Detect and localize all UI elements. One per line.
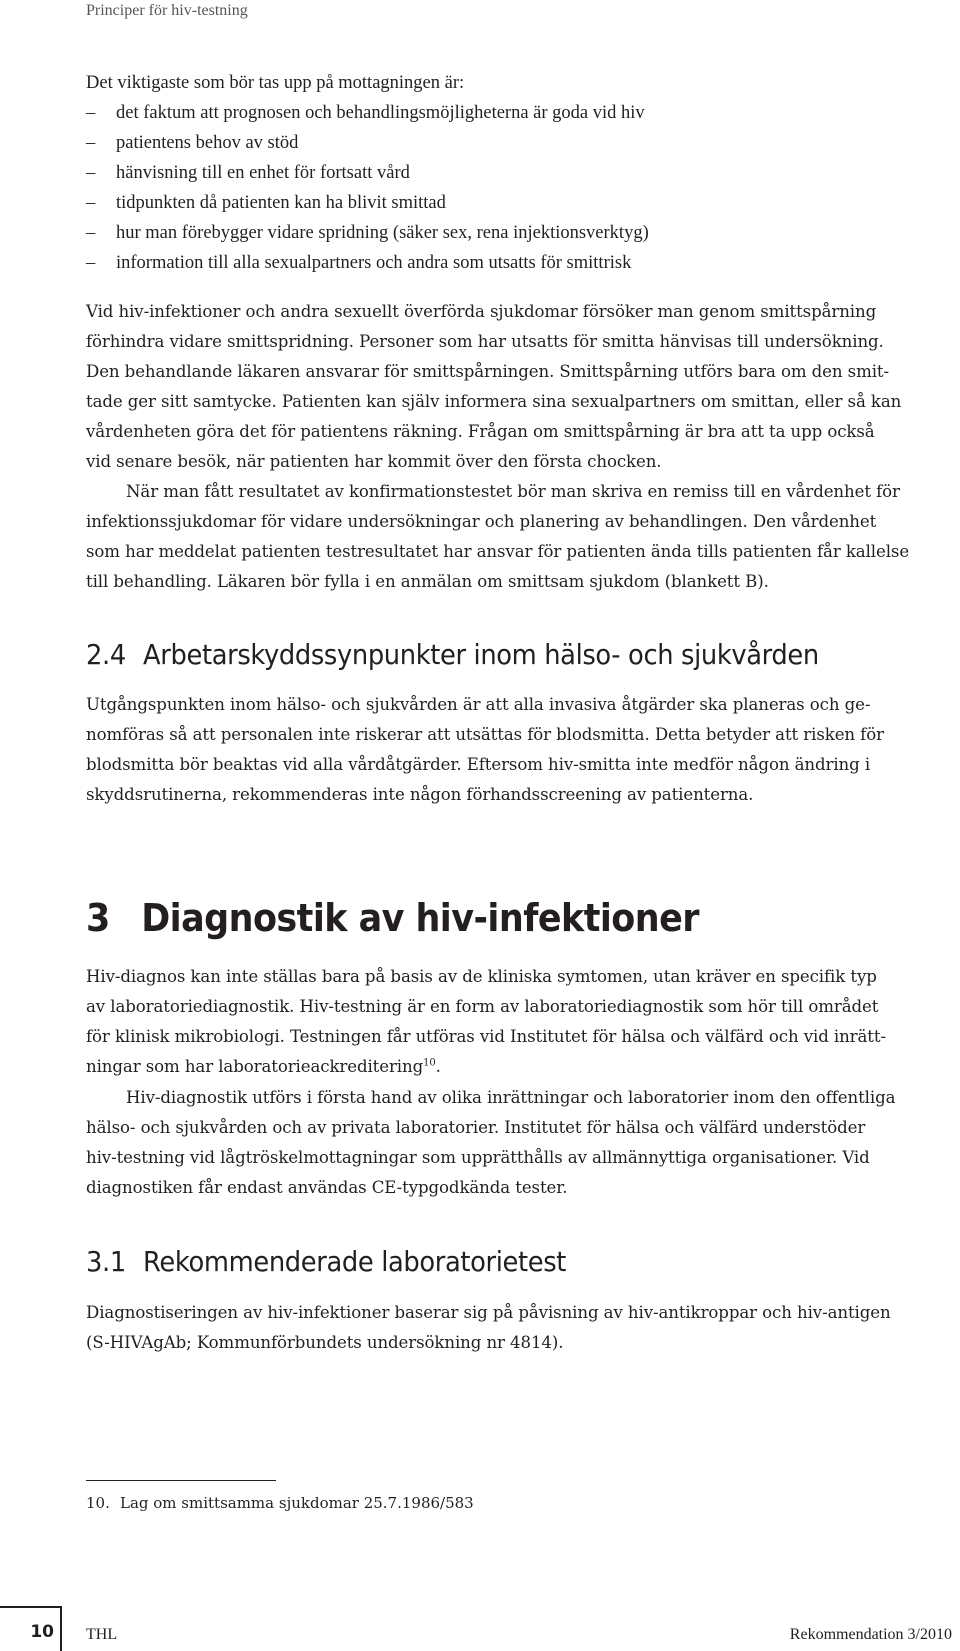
text-line: ningar som har laboratorieackreditering$^{10}$. bbox=[86, 1057, 441, 1076]
dash: – bbox=[86, 103, 96, 123]
text-line: Vid hiv-infektioner och andra sexuellt överförda sjukdomar försöker man genom smittspårning bbox=[86, 302, 877, 321]
paragraph-recommended-tests bbox=[86, 1298, 950, 1358]
dash: – bbox=[86, 133, 96, 153]
text-line: tade ger sitt samtycke. Patienten kan själv informera sina sexualpartners om smittan, eller så kan bbox=[86, 392, 902, 411]
text-line: förhindra vidare smittspridning. Personer som har utsatts för smitta hänvisas till undersökning. bbox=[86, 332, 884, 351]
footnote-divider bbox=[86, 1480, 276, 1481]
list-item: – hur man förebygger vidare spridning (säker sex, rena injektionsverktyg) bbox=[86, 218, 950, 248]
footnote-text: Lag om smittsamma sjukdomar 25.7.1986/583 bbox=[120, 1494, 474, 1512]
section-heading-2-4 bbox=[86, 638, 819, 671]
text-line: skyddsrutinerna, rekommenderas inte någon förhandsscreening av patienterna. bbox=[86, 785, 754, 804]
dash: – bbox=[86, 223, 96, 243]
footnote-number: 10. bbox=[86, 1494, 110, 1512]
intro-section bbox=[86, 68, 950, 278]
list-item: – hänvisning till en enhet för fortsatt vård bbox=[86, 158, 950, 188]
text-line: När man fått resultatet av konfirmationstestet bör man skriva en remiss till en vårdenhet för bbox=[126, 482, 900, 501]
section-title: Diagnostik av hiv-infektioner bbox=[141, 896, 699, 940]
text-line: Hiv-diagnostik utförs i första hand av olika inrättningar och laboratorier inom den offentliga bbox=[126, 1088, 896, 1107]
text-line: som har meddelat patienten testresultatet har ansvar för patienten ända tills patienten får kallelse bbox=[86, 542, 910, 561]
section-number: 3.1 bbox=[86, 1245, 126, 1278]
footer-series: Rekommendation 3/2010 bbox=[789, 1626, 952, 1643]
text-line: (S-HIVAgAb; Kommunförbundets undersökning nr 4814). bbox=[86, 1333, 564, 1352]
page-footer bbox=[0, 1606, 960, 1651]
dash: – bbox=[86, 193, 96, 213]
text-line: vid senare besök, när patienten har kommit över den första chocken. bbox=[86, 452, 662, 471]
section-number: 3 bbox=[86, 896, 110, 940]
text-line: hiv-testning vid lågtröskelmottagningar som upprätthålls av allmännyttiga organisationer. Vid bbox=[86, 1148, 870, 1167]
paragraph-occupational-safety bbox=[86, 690, 950, 810]
paragraph-contact-tracing bbox=[86, 297, 950, 477]
paragraph-referral bbox=[86, 477, 950, 597]
text-line: för klinisk mikrobiologi. Testningen får utföras vid Institutet för hälsa och välfärd och vid inrätt- bbox=[86, 1027, 886, 1046]
running-header: Principer för hiv-testning bbox=[86, 2, 248, 19]
list-item: – patientens behov av stöd bbox=[86, 128, 950, 158]
text-line: Diagnostiseringen av hiv-infektioner baserar sig på påvisning av hiv-antikroppar och hiv-antigen bbox=[86, 1303, 891, 1322]
section-heading-3-1 bbox=[86, 1245, 566, 1278]
footer-publisher: THL bbox=[86, 1626, 118, 1643]
text-line: till behandling. Läkaren bör fylla i en anmälan om smittsam sjukdom (blankett B). bbox=[86, 572, 769, 591]
text-line: hälso- och sjukvården och av privata laboratorier. Institutet för hälsa och välfärd understöder bbox=[86, 1118, 866, 1137]
footnote-ref: 10 bbox=[423, 1057, 436, 1069]
page-number: 10 bbox=[30, 1622, 54, 1642]
dash: – bbox=[86, 163, 96, 183]
text-line: infektionssjukdomar för vidare undersökningar och planering av behandlingen. Den vårdenhet bbox=[86, 512, 877, 531]
text-line: Utgångspunkten inom hälso- och sjukvården är att alla invasiva åtgärder ska planeras och ge- bbox=[86, 695, 871, 714]
section-title: Rekommenderade laboratorietest bbox=[143, 1245, 567, 1278]
text-line: blodsmitta bör beaktas vid alla vårdåtgärder. Eftersom hiv-smitta inte medför någon ändring i bbox=[86, 755, 871, 774]
intro-lead: Det viktigaste som bör tas upp på mottagningen är: bbox=[86, 73, 465, 93]
section-heading-3 bbox=[86, 896, 699, 940]
section-number: 2.4 bbox=[86, 638, 126, 671]
text-line: vårdenheten göra det för patientens räkning. Frågan om smittspårning är bra att ta upp också bbox=[86, 422, 875, 441]
text-line: Den behandlande läkaren ansvarar för smittspårningen. Smittspårning utförs bara om den smit- bbox=[86, 362, 889, 381]
paragraph-diagnostics-1 bbox=[86, 962, 950, 1082]
paragraph-diagnostics-2 bbox=[86, 1083, 950, 1203]
text-line: Hiv-diagnos kan inte ställas bara på basis av de kliniska symtomen, utan kräver en specifik typ bbox=[86, 967, 877, 986]
section-title: Arbetarskyddssynpunkter inom hälso- och sjukvården bbox=[143, 638, 819, 671]
text-line: nomföras så att personalen inte riskerar att utsättas för blodsmitta. Detta betyder att risken för bbox=[86, 725, 884, 744]
text-line: diagnostiken får endast användas CE-typgodkända tester. bbox=[86, 1178, 568, 1197]
list-item: – information till alla sexualpartners och andra som utsatts för smittrisk bbox=[86, 248, 950, 278]
text-line: av laboratoriediagnostik. Hiv-testning är en form av laboratoriediagnostik som hör till området bbox=[86, 997, 879, 1016]
dash: – bbox=[86, 253, 96, 273]
list-item: – det faktum att prognosen och behandlingsmöjligheterna är goda vid hiv bbox=[86, 98, 950, 128]
list-item: – tidpunkten då patienten kan ha blivit smittad bbox=[86, 188, 950, 218]
footnote bbox=[86, 1494, 474, 1512]
